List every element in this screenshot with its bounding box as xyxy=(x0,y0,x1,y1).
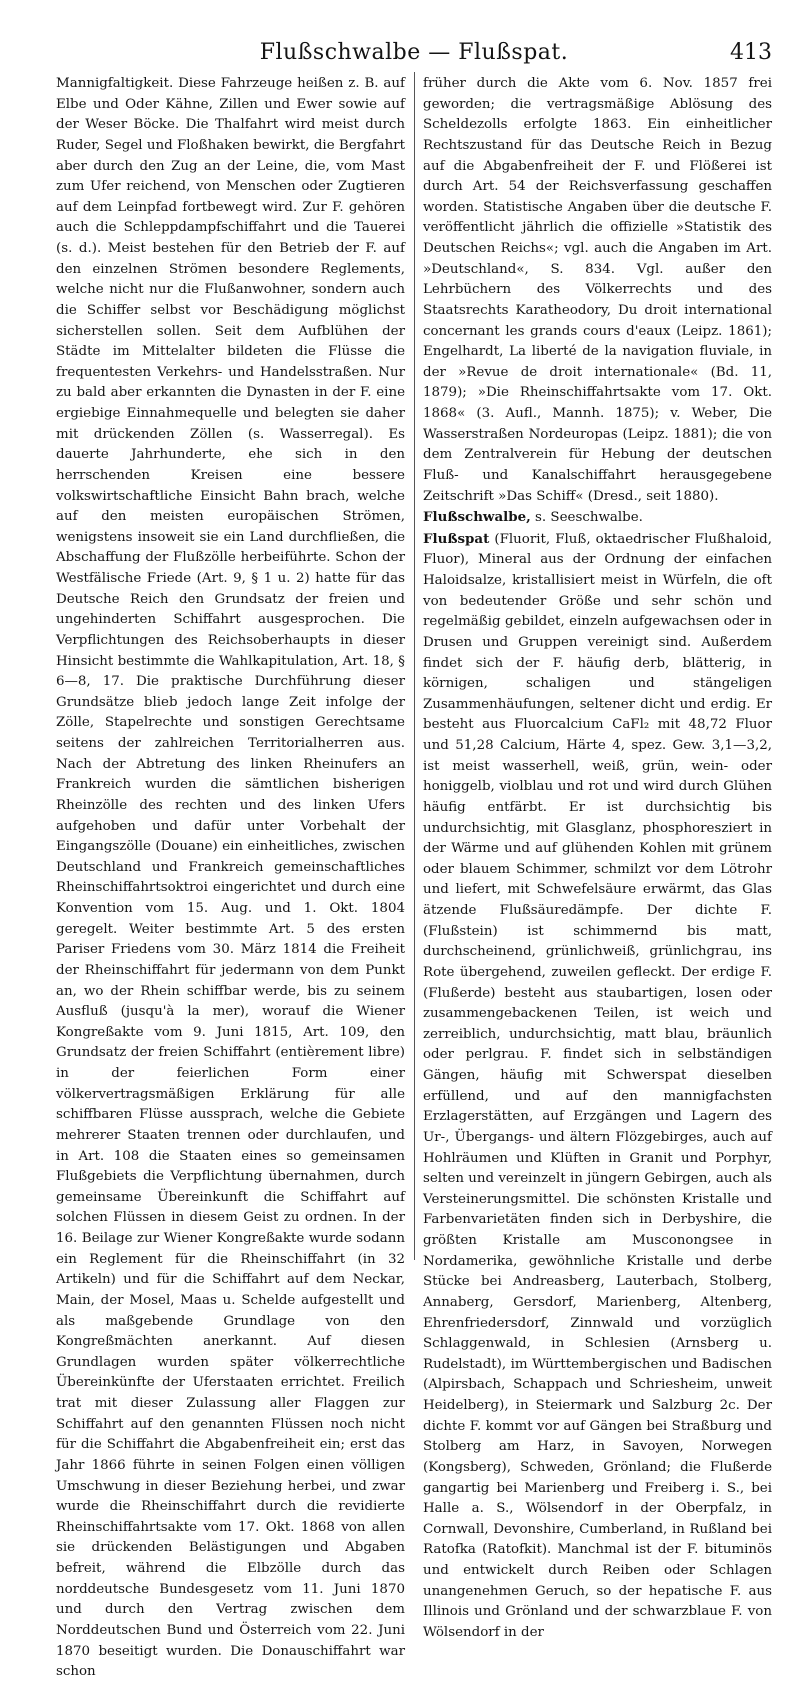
entry-headword: Flußspat xyxy=(423,530,490,547)
entry-flussschwalbe xyxy=(423,507,772,529)
entry-body: s. Seeschwalbe. xyxy=(530,510,643,526)
entry-body: (Fluorit, Fluß, oktaedrischer Flußhaloid, Fluor), Mineral aus der Ordnung der einfachen Haloidsalze, kristallisiert meist in Würfeln, die oft von bedeutender Größe und sehr schön und regelmäßig gebildet, einzeln aufgewachsen oder in Drusen und Gruppen vereinigt sind. Außerdem findet sich der F. häufig derb, blätterig, in körnigen, schaligen und stängeligen Zusammenhäufungen, seltener dicht und erdig. Er besteht aus Fluorcalcium CaFl₂ mit 48,72 Fluor und 51,28 Calcium, Härte 4, spez. Gew. 3,1—3,2, ist meist wasserhell, weiß, grün, wein- oder honiggelb, violblau und rot und wird durch Glühen häufig entfärbt. Er ist durchsichtig bis undurchsichtig, mit Glasglanz, phosphoresziert in der Wärme und auf glühenden Kohlen mit grünem oder blauem Schimmer, schmilzt vor dem Lötrohr und liefert, mit Schwefelsäure erwärmt, das Glas ätzende Flußsäuredämpfe. Der dichte F. (Flußstein) ist schimmernd bis matt, durchscheinend, grünlichweiß, grünlichgrau, ins Rote übergehend, zuweilen gefleckt. Der erdige F. (Flußerde) besteht aus staubartigen, losen oder zusammengebackenen Teilen, ist weich und zerreiblich, undurchsichtig, matt blau, bräunlich oder perlgrau. F. findet sich in selbständigen Gängen, häufig mit Schwerspat dieselben erfüllend, und auf den mannigfachsten Erzlagerstätten, auf Erzgängen und Lagern des Ur-, Übergangs- und ältern Flözgebirges, auch auf Hohlräumen und Klüften in Granit und Porphyr, selten und vereinzelt in jüngern Gebirgen, auch als Versteinerungsmittel. Die schönsten Kristalle und Farbenvarietäten finden sich in Derbyshire, die größten Kristalle am Musconongsee in Nordamerika, gewöhnliche Kristalle und derbe Stücke bei Andreasberg, Lauterbach, Stolberg, Annaberg, Gersdorf, Marienberg, Altenberg, Ehrenfriedersdorf, Zinnwald und vorzüglich Schlaggenwald, in Schlesien (Arnsberg u. Rudelstadt), im Württembergischen und Badischen (Alpirsbach, Schappach und Schriesheim, unweit Heidelberg), in Steiermark und Salzburg 2c. Der dichte F. kommt vor auf Gängen bei Straßburg und Stolberg am Harz, in Savoyen, Norwegen (Kongsberg), Schweden, Grönland; die Flußerde gangartig bei Marienberg und Freiberg i. S., bei Halle a. S., Wölsendorf in der Oberpfalz, in Cornwall, Devonshire, Cumberland, in Rußland bei Ratofka (Ratofkit). Manchmal ist der F. bituminös und entwickelt durch Reiben oder Schlagen unangenehmen Geruch, so der hepatische F. aus Illinois und Grönland und der schwarzblaue F. von Wölsendorf in der xyxy=(423,531,772,1640)
entry-flussspat xyxy=(423,529,772,1644)
article-continuation-text: Mannigfaltigkeit. Diese Fahrzeuge heißen z. B. auf Elbe und Oder Kähne, Zillen und Ewer sowie auf der Weser Böcke. Die Thalfahrt wird meist durch Ruder, Segel und Floßhaken bewirkt, die Bergfahrt aber durch den Zug an der Leine, die, vom Mast zum Ufer reichend, von Menschen oder Zugtieren auf dem Leinpfad fortbewegt wird. Zur F. gehören auch die Schleppdampfschiffahrt und die Tauerei (s. d.). Meist bestehen für den Betrieb der F. auf den einzelnen Strömen besondere Reglements, welche nicht nur die Flußanwohner, sondern auch die Schiffer selbst vor Beschädigung möglichst sicherstellen sollen. Seit dem Aufblühen der Städte im Mittelalter bildeten die Flüsse die frequentesten Verkehrs- und Handelsstraßen. Nur zu bald aber erkannten die Dynasten in der F. eine ergiebige Einnahmequelle und belegten sie daher mit drückenden Zöllen (s. Wasserregal). Es dauerte Jahrhunderte, ehe sich in den herrschenden Kreisen eine bessere volkswirtschaftliche Einsicht Bahn brach, welche auf den meisten europäischen Strömen, wenigstens insoweit sie ein Land durchfließen, die Abschaffung der Flußzölle herbeiführte. Schon der Westfälische Friede (Art. 9, § 1 u. 2) hatte für das Deutsche Reich den Grundsatz der freien und ungehinderten Schiffahrt ausgesprochen. Die Verpflichtungen des Reichsoberhaupts in dieser Hinsicht bestimmte die Wahlkapitulation, Art. 18, § 6—8, 17. Die praktische Durchführung dieser Grundsätze blieb jedoch lange Zeit infolge der Zölle, Stapelrechte und sonstigen Gerechtsame seitens der zahlreichen Territorialherren aus. Nach der Abtretung des linken Rheinufers an Frankreich wurden die sämtlichen bisherigen Rheinzölle des rechten und des linken Ufers aufgehoben und dafür unter Vorbehalt der Eingangszölle (Douane) ein einheitliches, zwischen Deutschland und Frankreich gemeinschaftliches Rheinschiffahrtsoktroi eingerichtet und durch eine Konvention vom 15. Aug. und 1. Okt. 1804 geregelt. Weiter bestimmte Art. 5 des ersten Pariser Friedens vom 30. März 1814 die Freiheit der Rheinschiffahrt für jedermann von dem Punkt an, wo der Rhein schiffbar werde, bis zu seinem Ausfluß (jusqu'à la mer), worauf die Wiener Kongreßakte vom 9. Juni 1815, Art. 109, den Grundsatz der freien Schiffahrt (entièrement libre) in der feierlichen Form einer völkervertragsmäßigen Erklärung für alle schiffbaren Flüsse aussprach, welche die Gebiete mehrerer Staaten trennen oder durchlaufen, und in Art. 108 die Staaten eines so gemeinsamen Flußgebiets die Verpflichtung übernahmen, durch gemeinsame Übereinkunft die Schiffahrt auf solchen Flüssen in diesem Geist zu ordnen. In der 16. Beilage zur Wiener Kongreßakte wurde sodann ein Reglement für die Rheinschiffahrt (in 32 Artikeln) und für die Schiffahrt auf dem Neckar, Main, der Mosel, Maas u. Schelde aufgestellt und als maßgebende Grundlage von den Kongreßmächten anerkannt. Auf diesen Grundlagen wurden später völkerrechtliche Übereinkünfte der Uferstaaten errichtet. Freilich trat mit dieser Zulassung aller Flaggen zur Schiffahrt auf den genannten Flüssen noch nicht für die Schiffahrt die Abgabenfreiheit ein; erst das Jahr 1866 führte in seinen Folgen einen völligen Umschwung in dieser Beziehung herbei, und zwar wurde die Rheinschiffahrt durch die revidierte Rheinschiffahrtsakte vom 17. Okt. 1868 von allen sie drückenden Belästigungen und Abgaben befreit, während die Elbzölle durch das norddeutsche Bundesgesetz vom 11. Juni 1870 und durch den Vertrag zwischen dem Norddeutschen Bund und Österreich vom 22. Juni 1870 beseitigt wurden. Die Donauschiffahrt war schon xyxy=(56,76,405,1680)
entry-headword: Flußschwalbe, xyxy=(423,509,531,526)
column-divider xyxy=(414,72,415,1260)
page-header xyxy=(56,40,772,72)
article-continuation-text-right: früher durch die Akte vom 6. Nov. 1857 frei geworden; die vertragsmäßige Ablösung des Scheldezolls erfolgte 1863. Ein einheitlicher Rechtszustand für das Deutsche Reich in Bezug auf die Abgabenfreiheit der F. und Flößerei ist durch Art. 54 der Reichsverfassung geschaffen worden. Statistische Angaben über die deutsche F. veröffentlicht jährlich die offizielle »Statistik des Deutschen Reichs«; vgl. auch die Angaben im Art. »Deutschland«, S. 834. Vgl. außer den Lehrbüchern des Völkerrechts und des Staatsrechts Karatheodory, Du droit international concernant les grands cours d'eaux (Leipz. 1861); Engelhardt, La liberté de la navigation fluviale, in der »Revue de droit internationale« (Bd. 11, 1879); »Die Rheinschiffahrtsakte vom 17. Okt. 1868« (3. Aufl., Mannh. 1875); v. Weber, Die Wasserstraßen Nordeuropas (Leipz. 1881); die von dem Zentralverein für Hebung der deutschen Fluß- und Kanalschiffahrt herausgegebene Zeitschrift »Das Schiff« (Dresd., seit 1880). xyxy=(423,76,772,504)
left-column xyxy=(56,74,405,1680)
running-head-title: Flußschwalbe — Flußspat. xyxy=(259,40,569,65)
right-column xyxy=(423,74,772,1640)
page-number: 413 xyxy=(730,40,772,65)
